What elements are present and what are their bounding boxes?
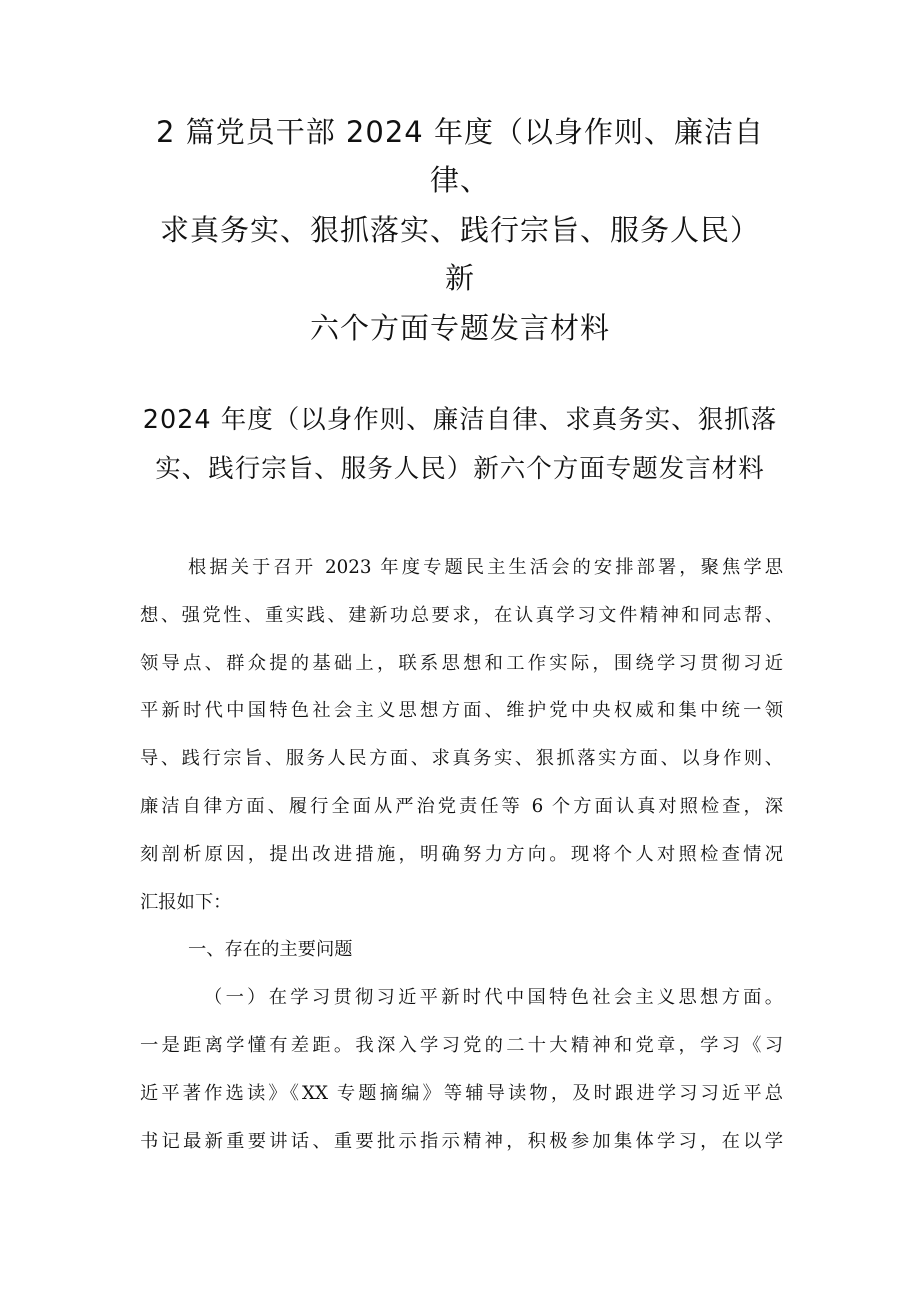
- paragraph-line: 平新时代中国特色社会主义思想方面、维护党中央权威和集中统一领: [140, 700, 783, 722]
- document-body: [140, 544, 783, 1165]
- sub-title-line: 实、践行宗旨、服务人民）新六个方面专题发言材料: [155, 454, 765, 484]
- paragraph-line: （一）在学习贯彻习近平新时代中国特色社会主义思想方面。: [204, 987, 783, 1009]
- main-title-line: 六个方面专题发言材料: [309, 311, 610, 345]
- subsection-paragraph: [140, 974, 783, 1165]
- paragraph-line: 汇报如下：: [140, 891, 232, 913]
- main-title-line: 新: [444, 261, 475, 295]
- paragraph-line: 刻剖析原因，提出改进措施，明确努力方向。现将个人对照检查情况: [140, 843, 783, 865]
- paragraph-line: 书记最新重要讲话、重要批示指示精神，积极参加集体学习，在以学: [140, 1130, 783, 1152]
- paragraph-line: 廉洁自律方面、履行全面从严治党责任等 6 个方面认真对照检查，深: [140, 795, 783, 817]
- main-title-line: 求真务实、狠抓落实、践行宗旨、服务人民）: [159, 213, 760, 247]
- document-main-title: [0, 108, 920, 352]
- intro-paragraph: [140, 544, 783, 926]
- main-title-line: 2 篇党员干部 2024 年度（以身作则、廉洁自: [156, 115, 764, 149]
- paragraph-line: 近平著作选读》《XX 专题摘编》等辅导读物，及时跟进学习习近平总: [140, 1082, 783, 1104]
- paragraph-line: 想、强党性、重实践、建新功总要求，在认真学习文件精神和同志帮、: [140, 604, 783, 626]
- section-heading: 一、存在的主要问题: [188, 939, 353, 961]
- paragraph-line: 领导点、群众提的基础上，联系思想和工作实际，围绕学习贯彻习近: [140, 652, 783, 674]
- paragraph-line: 根据关于召开 2023 年度专题民主生活会的安排部署，聚焦学思: [188, 557, 783, 578]
- paragraph-line: 一是距离学懂有差距。我深入学习党的二十大精神和党章，学习《习: [140, 1034, 783, 1056]
- paragraph-line: 导、践行宗旨、服务人民方面、求真务实、狠抓落实方面、以身作则、: [140, 748, 783, 770]
- sub-title-line: 2024 年度（以身作则、廉洁自律、求真务实、狠抓落: [142, 405, 778, 435]
- document-sub-title: [0, 396, 920, 494]
- main-title-line: 律、: [429, 163, 490, 197]
